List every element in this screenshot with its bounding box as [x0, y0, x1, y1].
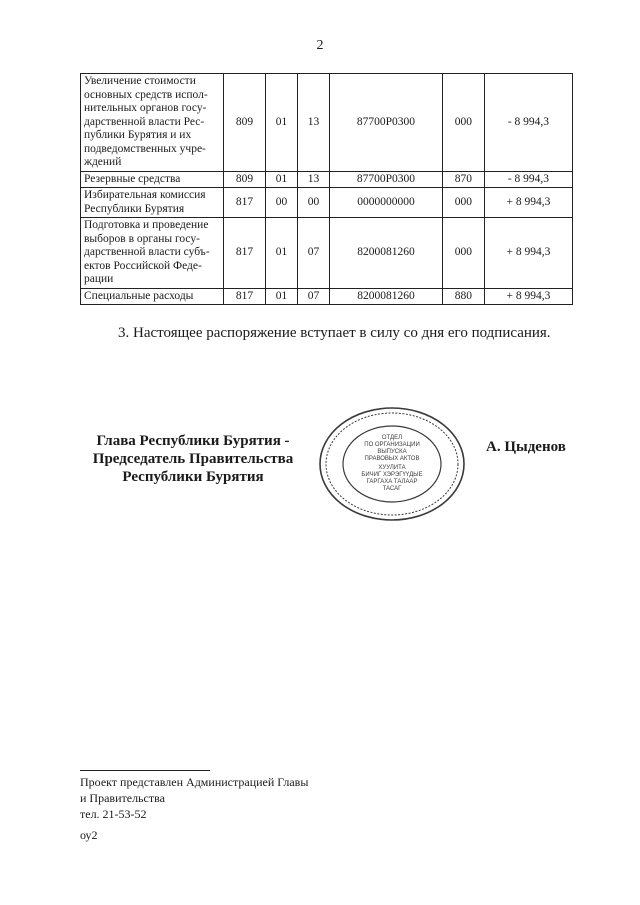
table-row [81, 74, 573, 172]
expense-type-code: 000 [442, 218, 484, 289]
budget-table [80, 73, 573, 305]
target-article-code: 0000000000 [330, 188, 443, 218]
target-article-code: 8200081260 [330, 218, 443, 289]
stamp-text-line: ВЫПУСКА [377, 449, 407, 455]
target-article-code: 87700Р0300 [330, 74, 443, 172]
subsection-code: 13 [298, 171, 330, 188]
row-name: Избирательная комиссия Республики Бурятия [81, 188, 224, 218]
page-number: 2 [316, 38, 324, 53]
signatory-title-line: Председатель Правительства [92, 451, 294, 467]
table-row [81, 171, 573, 188]
ministry-code: 809 [224, 171, 266, 188]
target-article-code: 87700Р0300 [330, 171, 443, 188]
signatory-title [80, 432, 306, 486]
stamp-text-line: ОТДЕЛ [381, 435, 403, 441]
amount: + 8 994,3 [484, 288, 572, 305]
row-name: Подготовка и проведение выборов в органы госу-дарственной власти субъ-ектов Российской Феде-рации [81, 218, 224, 289]
table-row [81, 188, 573, 218]
stamp-text-line: БИЧИГ ХЭРЭГҮҮДЫЕ [361, 472, 423, 478]
amount: - 8 994,3 [484, 74, 572, 172]
subsection-code: 07 [298, 218, 330, 289]
subsection-code: 07 [298, 288, 330, 305]
signatory-title-line: Республики Бурятия [122, 469, 264, 485]
section-code: 01 [265, 171, 297, 188]
effective-date-paragraph: 3. Настоящее распоряжение вступает в силу со дня его подписания. [118, 325, 551, 341]
stamp-text-line: ПРАВОВЫХ АКТОВ [364, 456, 420, 462]
section-code: 01 [265, 74, 297, 172]
row-name: Увеличение стоимости основных средств испол-нительных органов госу-дарственной власти Рес-публики Бурятия и их подведомственных учре-ждений [81, 74, 224, 172]
row-name: Специальные расходы [81, 288, 224, 305]
amount: + 8 994,3 [484, 188, 572, 218]
target-article-code: 8200081260 [330, 288, 443, 305]
expense-type-code: 870 [442, 171, 484, 188]
footnote-line: Проект представлен Администрацией Главы [80, 775, 309, 789]
expense-type-code: 000 [442, 188, 484, 218]
subsection-code: 00 [298, 188, 330, 218]
stamp-text-line: ТАСАГ [382, 486, 402, 492]
table-row [81, 288, 573, 305]
expense-type-code: 880 [442, 288, 484, 305]
subsection-code: 13 [298, 74, 330, 172]
stamp-text-line: ХУУЛИТА [378, 465, 406, 471]
stamp-text-line: ГАРГАХА ТАЛААР [366, 479, 418, 485]
stamp-text-line: ПО ОРГАНИЗАЦИИ [364, 442, 420, 448]
document-code: оу2 [80, 828, 98, 842]
footnote [80, 774, 308, 822]
amount: - 8 994,3 [484, 171, 572, 188]
official-seal-stamp [316, 404, 468, 524]
signatory-name: А. Цыденов [486, 439, 566, 455]
footnote-divider [80, 770, 210, 771]
section-code: 00 [265, 188, 297, 218]
table-row [81, 218, 573, 289]
ministry-code: 817 [224, 288, 266, 305]
amount: + 8 994,3 [484, 218, 572, 289]
footnote-line: тел. 21-53-52 [80, 807, 147, 821]
expense-type-code: 000 [442, 74, 484, 172]
section-code: 01 [265, 218, 297, 289]
ministry-code: 809 [224, 74, 266, 172]
section-code: 01 [265, 288, 297, 305]
footnote-line: и Правительства [80, 791, 165, 805]
ministry-code: 817 [224, 218, 266, 289]
signatory-title-line: Глава Республики Бурятия - [96, 433, 290, 449]
row-name: Резервные средства [81, 171, 224, 188]
ministry-code: 817 [224, 188, 266, 218]
